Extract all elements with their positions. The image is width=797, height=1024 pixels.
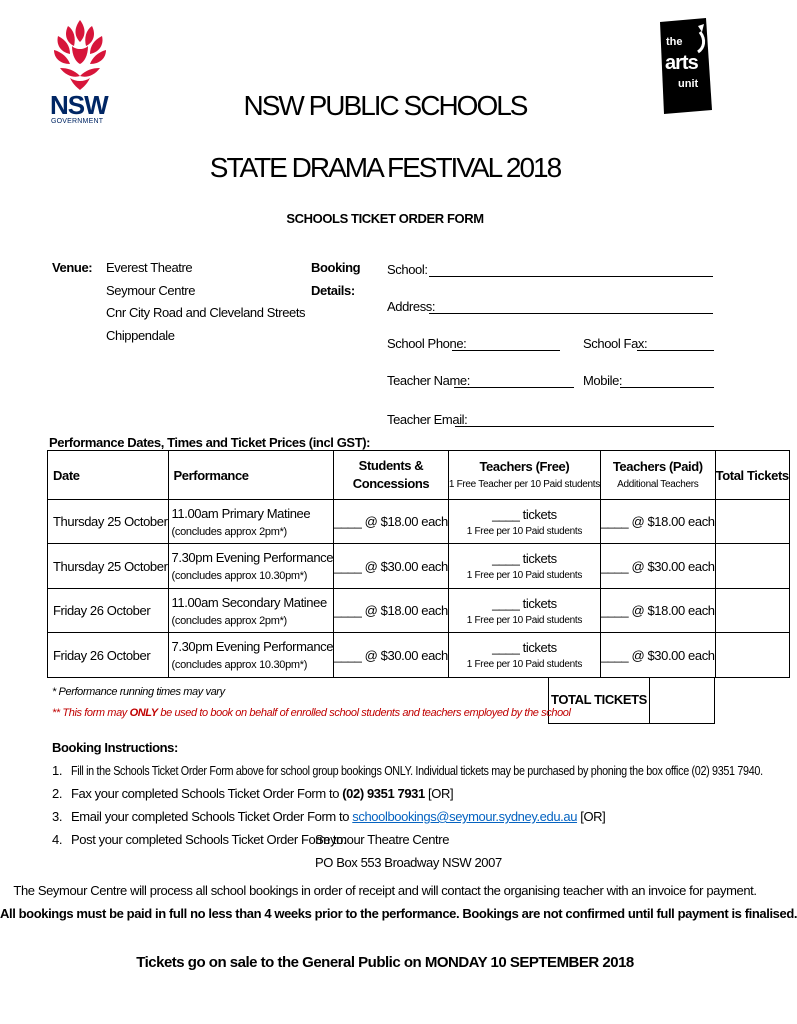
row-student-qty[interactable] (334, 500, 449, 544)
row-total-cell[interactable] (715, 500, 789, 544)
instruction-number: 4. (52, 832, 63, 847)
page-title-line2: STATE DRAMA FESTIVAL 2018 (209, 152, 561, 183)
row-date (48, 500, 169, 544)
row-teacher-price: ____ @ $18.00 each (600, 603, 715, 618)
page-title-line1: NSW PUBLIC SCHOOLS (243, 90, 527, 121)
mobile-label: Mobile: (583, 373, 623, 388)
row-student-price: ____ @ $18.00 each (334, 514, 448, 529)
venue-line: Chippendale (106, 328, 175, 343)
school-phone-field[interactable] (452, 350, 560, 351)
venue-line: Cnr City Road and Cleveland Streets (106, 305, 306, 320)
header-total-text: Total Tickets (715, 467, 789, 483)
form-only-note (52, 705, 571, 721)
total-tickets-label: TOTAL TICKETS (551, 692, 647, 707)
row-free-text: ____ tickets (492, 640, 557, 655)
header-students (334, 451, 449, 500)
header-total (715, 451, 789, 500)
instruction-2-post: [OR] (424, 786, 454, 801)
postal-address-line1: Seymour Theatre Centre (315, 832, 450, 847)
row-performance-text: 11.00am Primary Matinee (171, 505, 311, 521)
header-performance (168, 451, 334, 500)
row-performance (168, 633, 334, 678)
form-title: SCHOOLS TICKET ORDER FORM (286, 211, 484, 226)
row-date (48, 589, 169, 633)
school-field[interactable] (429, 276, 713, 277)
running-times-note: * Performance running times may vary (52, 686, 225, 698)
address-field[interactable] (429, 313, 713, 314)
row-teacher-price: ____ @ $30.00 each (600, 558, 715, 574)
school-phone-label: School Phone: (387, 336, 467, 351)
row-performance-text: 7.30pm Evening Performance (171, 550, 334, 565)
row-free-teachers[interactable] (448, 544, 600, 589)
booking-label: Details: (311, 283, 355, 298)
row-performance-note: (concludes approx 2pm*) (171, 525, 287, 538)
header-teachers-free-text: Teachers (Free) (479, 459, 570, 474)
fax-number: (02) 9351 7931 (342, 786, 425, 801)
teacher-email-label: Teacher Email: (387, 412, 468, 427)
header-date (48, 451, 169, 500)
row-teacher-qty[interactable] (600, 500, 715, 544)
booking-label: Booking (311, 260, 361, 275)
row-performance-note: (concludes approx 10.30pm*) (171, 659, 308, 671)
ticket-table (47, 450, 790, 678)
venue-line: Seymour Centre (106, 283, 196, 298)
school-fax-label: School Fax: (583, 336, 648, 351)
row-teacher-price: ____ @ $18.00 each (600, 514, 715, 529)
venue-label: Venue: (52, 260, 93, 275)
row-student-qty[interactable] (334, 589, 449, 633)
row-teacher-qty[interactable] (600, 589, 715, 633)
processing-note: The Seymour Centre will process all school bookings in order of receipt and will contact the organising teacher with an invoice for payment. (13, 883, 757, 898)
instructions-heading: Booking Instructions: (52, 740, 178, 755)
row-free-teachers[interactable] (448, 500, 600, 544)
instruction-item-1: Fill in the Schools Ticket Order Form above for school group bookings ONLY. Individual tickets may be purchased by phoning the box office (02) 9351 7940. (71, 763, 763, 778)
instruction-item-3 (71, 809, 605, 825)
row-free-sub: 1 Free per 10 Paid students (466, 525, 583, 537)
row-date (48, 633, 169, 678)
form-only-post: be used to book on behalf of enrolled school students and teachers employed by the school (157, 707, 571, 719)
row-date-text: Friday 26 October (53, 647, 151, 663)
email-link[interactable]: schoolbookings@seymour.sydney.edu.au (352, 809, 578, 824)
row-total-cell[interactable] (715, 589, 789, 633)
nsw-logo-text: NSW (50, 90, 108, 120)
table-row (48, 633, 790, 678)
public-sale-note: Tickets go on sale to the General Public on MONDAY 10 SEPTEMBER 2018 (136, 954, 634, 971)
form-only-pre: ** This form may (52, 707, 130, 719)
header-performance-text: Performance (173, 467, 249, 483)
row-teacher-price: ____ @ $30.00 each (600, 647, 715, 663)
payment-note: All bookings must be paid in full no less than 4 weeks prior to the performance. Bookings are not confirmed until full payment is finalised. (0, 906, 797, 921)
form-only-bold: ONLY (129, 707, 158, 719)
row-performance-text: 11.00am Secondary Matinee (171, 594, 327, 610)
row-free-teachers[interactable] (448, 589, 600, 633)
arts-logo-arts: arts (665, 52, 698, 74)
row-free-sub: 1 Free per 10 Paid students (466, 659, 583, 670)
table-row (48, 544, 790, 589)
instruction-number: 1. (52, 763, 63, 778)
row-date-text: Thursday 25 October (53, 558, 168, 574)
teacher-name-field[interactable] (454, 387, 574, 388)
row-performance (168, 500, 334, 544)
row-performance-note: (concludes approx 2pm*) (171, 614, 287, 627)
row-performance-text: 7.30pm Evening Performance (171, 639, 334, 654)
venue-line: Everest Theatre (106, 260, 193, 275)
waratah-icon (48, 16, 112, 94)
school-label: School: (387, 262, 428, 277)
header-teachers-paid (600, 451, 715, 500)
header-students-line2: Concessions (352, 476, 430, 491)
instruction-item-2 (71, 786, 453, 802)
row-date-text: Thursday 25 October (53, 514, 168, 529)
row-free-text: ____ tickets (492, 595, 557, 611)
table-row (48, 500, 790, 544)
table-row (48, 589, 790, 633)
row-free-text: ____ tickets (492, 551, 557, 566)
table-header-row (48, 451, 790, 500)
school-fax-field[interactable] (637, 350, 714, 351)
teacher-email-field[interactable] (455, 426, 714, 427)
instruction-2-pre: Fax your completed Schools Ticket Order Form to (71, 786, 343, 801)
row-date (48, 544, 169, 589)
performance-heading: Performance Dates, Times and Ticket Prices (incl GST): (49, 435, 371, 450)
address-label: Address: (387, 299, 436, 314)
row-free-sub: 1 Free per 10 Paid students (466, 614, 583, 626)
teacher-name-label: Teacher Name: (387, 373, 470, 388)
postal-address-line2: PO Box 553 Broadway NSW 2007 (315, 855, 502, 870)
row-total-cell[interactable] (715, 633, 789, 678)
total-tickets-field[interactable] (648, 677, 715, 724)
row-teacher-qty[interactable] (600, 633, 715, 678)
header-teachers-free-sub: 1 Free Teacher per 10 Paid students (448, 479, 600, 490)
header-date-text: Date (53, 467, 80, 483)
header-teachers-free (448, 451, 600, 500)
row-free-sub: 1 Free per 10 Paid students (466, 570, 583, 581)
row-date-text: Friday 26 October (53, 603, 151, 618)
row-total-cell[interactable] (715, 544, 789, 589)
row-student-price: ____ @ $18.00 each (334, 603, 448, 618)
row-student-qty[interactable] (334, 544, 449, 589)
row-performance (168, 589, 334, 633)
instruction-3-post: [OR] (577, 809, 606, 824)
row-free-text: ____ tickets (492, 506, 557, 522)
header-teachers-paid-text: Teachers (Paid) (612, 459, 703, 474)
row-free-teachers[interactable] (448, 633, 600, 678)
instruction-item-4: Post your completed Schools Ticket Order Form to: (71, 832, 347, 847)
row-student-price: ____ @ $30.00 each (334, 558, 448, 574)
row-student-qty[interactable] (334, 633, 449, 678)
row-student-price: ____ @ $30.00 each (334, 647, 448, 663)
instruction-3-pre: Email your completed Schools Ticket Order Form to (71, 809, 353, 824)
header-students-line1: Students & (358, 458, 424, 473)
row-teacher-qty[interactable] (600, 544, 715, 589)
instruction-number: 2. (52, 786, 63, 801)
mobile-field[interactable] (620, 387, 714, 388)
instruction-number: 3. (52, 809, 63, 824)
arts-logo-unit: unit (678, 78, 699, 90)
row-performance (168, 544, 334, 589)
row-performance-note: (concludes approx 10.30pm*) (171, 570, 308, 582)
arts-logo-the: the (666, 36, 683, 48)
nsw-logo-subtext: GOVERNMENT (51, 118, 104, 125)
header-teachers-paid-sub: Additional Teachers (617, 479, 699, 490)
